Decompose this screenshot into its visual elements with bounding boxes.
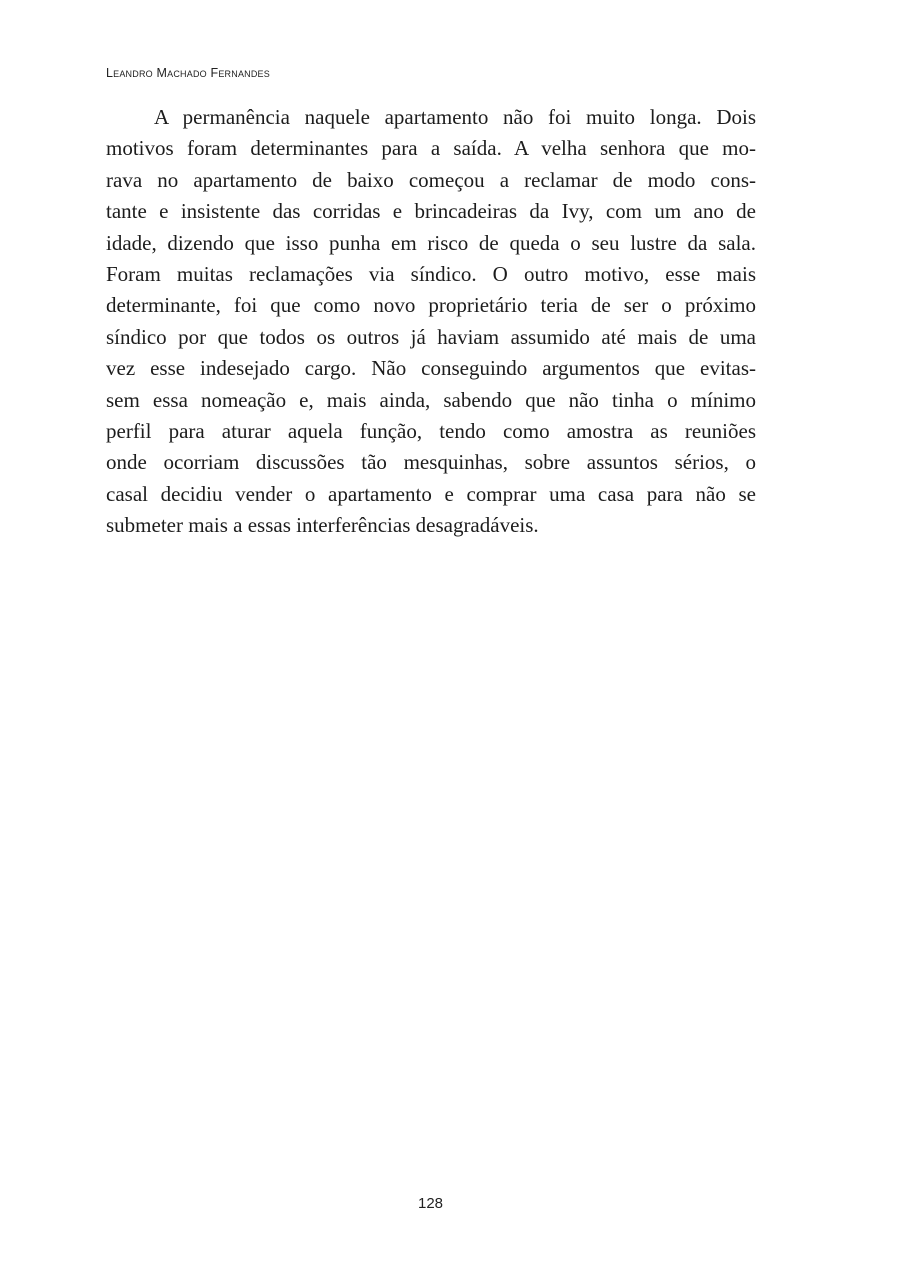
text-line: idade, dizendo que isso punha em risco de queda o seu lustre da sala. [106, 230, 756, 255]
text-line: síndico por que todos os outros já haviam assumido até mais de uma [106, 324, 756, 349]
page-number: 128 [417, 1195, 444, 1212]
text-line: Foram muitas reclamações via síndico. O outro motivo, esse mais [106, 261, 756, 286]
text-line: vez esse indesejado cargo. Não conseguindo argumentos que evitas- [106, 356, 756, 381]
text-line: rava no apartamento de baixo começou a reclamar de modo cons- [106, 167, 756, 192]
body-paragraph [106, 102, 756, 541]
text-line: determinante, foi que como novo proprietário teria de ser o próximo [106, 293, 756, 318]
text-line: submeter mais a essas interferências desagradáveis. [106, 513, 539, 538]
text-line: sem essa nomeação e, mais ainda, sabendo que não tinha o mínimo [106, 387, 756, 412]
text-line: perfil para aturar aquela função, tendo como amostra as reuniões [106, 418, 756, 443]
text-line: motivos foram determinantes para a saída. A velha senhora que mo- [106, 136, 756, 161]
text-line: casal decidiu vender o apartamento e comprar uma casa para não se [106, 481, 756, 506]
text-line: tante e insistente das corridas e brincadeiras da Ivy, com um ano de [106, 199, 756, 224]
text-line: onde ocorriam discussões tão mesquinhas, sobre assuntos sérios, o [106, 450, 756, 475]
running-header: Leandro Machado Fernandes [106, 66, 270, 80]
text-line: A permanência naquele apartamento não foi muito longa. Dois [154, 105, 756, 129]
